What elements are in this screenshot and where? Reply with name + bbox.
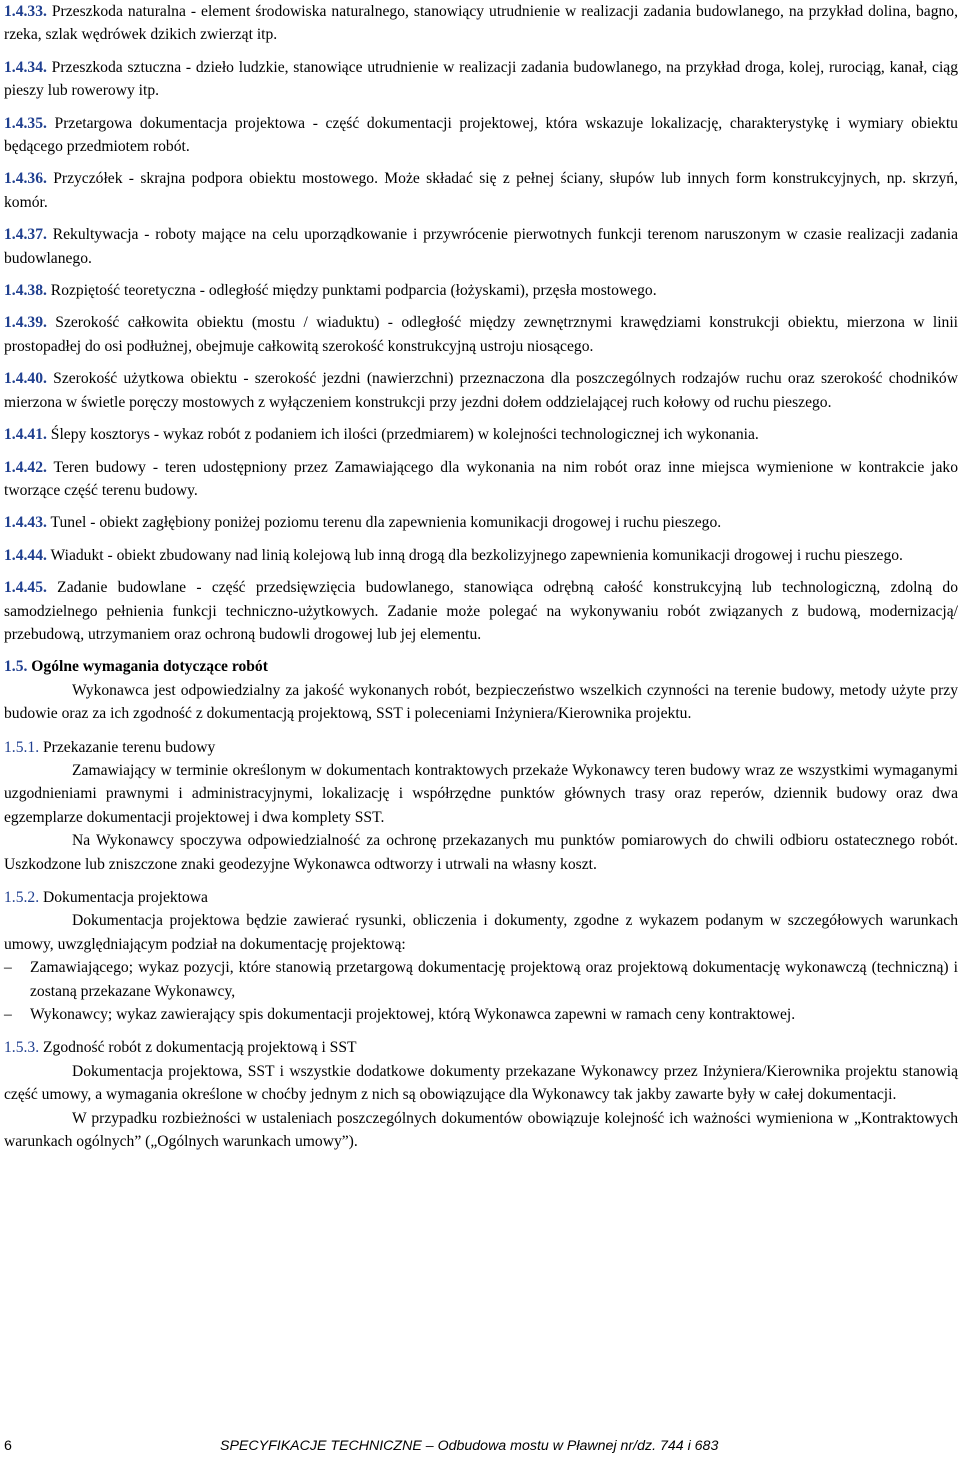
definition-1-4-42: 1.4.42. Teren budowy - teren udostępniony przez Zamawiającego dla wykonania na nim robót oraz inne miejsca wymienione w kontrakcie jako tworzące część terenu budowy. <box>4 458 958 499</box>
definition-1-4-38: 1.4.38. Rozpiętość teoretyczna - odległość między punktami podparcia (łożyskami), przęsła mostowego. <box>4 282 657 300</box>
section-1-5-2-bullet-1: – Zamawiającego; wykaz pozycji, które stanowią przetargową dokumentację projektową oraz projektową dokumentację wykonawczą (techniczną) i zostaną przekazane Wykonawcy, <box>4 956 958 1003</box>
definition-1-4-41: 1.4.41. Ślepy kosztorys - wykaz robót z podaniem ich ilości (przedmiarem) w kolejności technologicznej ich wykonania. <box>4 426 759 444</box>
definition-1-4-40: 1.4.40. Szerokość użytkowa obiektu - szerokość jezdni (nawierzchni) przeznaczona dla poszczególnych rodzajów ruchu oraz szerokość chodników mierzona w świetle poręczy mostowych z wyłączeniem konstrukcji przy jezdni dołem oddzielającej ruch kołowy od ruchu pieszego. <box>4 370 958 411</box>
definition-1-4-34: 1.4.34. Przeszkoda sztuczna - dzieło ludzkie, stanowiące utrudnienie w realizacji zadania budowlanego, na przykład droga, kolej, rurociąg, kanał, ciąg pieszy lub rowerowy itp. <box>4 58 958 100</box>
definition-1-4-45: 1.4.45. Zadanie budowlane - część przedsięwzięcia budowlanego, stanowiąca odrębną całość konstrukcyjną lub technologiczną, zdolną do samodzielnego pełnienia funkcji techniczno-użytkowych. Zadanie może polegać na wykonywaniu robót związanych z budową, modernizacją/ przebudową, utrzymaniem oraz ochroną budowli drogowej lub jej elementu. <box>4 579 958 643</box>
definition-1-4-43: 1.4.43. Tunel - obiekt zagłębiony poniżej poziomu terenu dla zapewnienia komunikacji drogowej i ruchu pieszego. <box>4 514 722 532</box>
definition-1-4-39: 1.4.39. Szerokość całkowita obiektu (mostu / wiaduktu) - odległość między zewnętrznymi krawędziami konstrukcji obiektu, mierzona w linii prostopadłej do osi podłużnej, obejmuje całkowitą szerokość konstrukcyjną ustroju niosącego. <box>4 314 958 355</box>
footer-title: SPECYFIKACJE TECHNICZNE – Odbudowa mostu w Pławnej nr/dz. 744 i 683 <box>220 1438 719 1454</box>
section-1-5-1-paragraph-1: Zamawiający w terminie określonym w dokumentach kontraktowych przekaże Wykonawcy teren budowy wraz ze wszystkimi wymaganymi uzgodnieniami prawnymi i administracyjnymi, lokalizację i współrzędne punktów głównych trasy oraz reperów, dziennik budowy oraz dwa egzemplarze dokumentacji projektowej i dwa komplety SST. <box>4 761 958 826</box>
section-heading-1-5-1: 1.5.1. Przekazanie terenu budowy <box>4 738 216 756</box>
section-1-5-3-paragraph-2: W przypadku rozbieżności w ustaleniach poszczególnych dokumentów obowiązuje kolejność ich ważności wymieniona w „Kontraktowych warunkach ogólnych” („Ogólnych warunkach umowy”). <box>4 1109 958 1151</box>
definition-1-4-44: 1.4.44. Wiadukt - obiekt zbudowany nad linią kolejową lub inną drogą dla bezkolizyjnego zapewnienia komunikacji drogowej i ruchu pieszego. <box>4 546 903 564</box>
document-body <box>4 0 958 1153</box>
dash-marker: – <box>4 1006 12 1024</box>
section-heading-1-5-3: 1.5.3. Zgodność robót z dokumentacją projektową i SST <box>4 1039 357 1057</box>
section-1-5-paragraph: Wykonawca jest odpowiedzialny za jakość wykonanych robót, bezpieczeństwo wszelkich czynności na terenie budowy, metody użyte przy budowie oraz za ich zgodność z dokumentacją projektową, SST i poleceniami Inżyniera/Kierownika projektu. <box>4 681 958 723</box>
definition-1-4-33: 1.4.33. Przeszkoda naturalna - element środowiska naturalnego, stanowiący utrudnienie w realizacji zadania budowlanego, na przykład dolina, bagno, rzeka, szlak wędrówek dzikich zwierząt itp. <box>4 3 958 44</box>
definition-1-4-36: 1.4.36. Przyczółek - skrajna podpora obiektu mostowego. Może składać się z pełnej ściany, słupów lub innych form konstrukcyjnych, np. skrzyń, komór. <box>4 170 958 211</box>
section-1-5-2-bullet-2: – Wykonawcy; wykaz zawierający spis dokumentacji projektowej, którą Wykonawca zapewni w ramach ceny kontraktowej. <box>4 1003 958 1026</box>
section-1-5-3-paragraph-1: Dokumentacja projektowa, SST i wszystkie dodatkowe dokumenty przekazane Wykonawcy przez Inżyniera/Kierownika projektu stanowią część umowy, a wymagania określone w choćby jednym z nich są obowiązujące dla Wykonawcy tak jakby zawarte były w całej dokumentacji. <box>4 1062 958 1104</box>
definition-1-4-35: 1.4.35. Przetargowa dokumentacja projektowa - część dokumentacji projektowej, która wskazuje lokalizację, charakterystykę i wymiary obiektu będącego przedmiotem robót. <box>4 114 958 156</box>
section-1-5-1-paragraph-2: Na Wykonawcy spoczywa odpowiedzialność za ochronę przekazanych mu punktów pomiarowych do chwili odbioru ostatecznego robót. Uszkodzone lub zniszczone znaki geodezyjne Wykonawca odtworzy i utrwali na własny koszt. <box>4 832 958 873</box>
page-footer <box>4 1436 958 1458</box>
section-heading-1-5-2: 1.5.2. Dokumentacja projektowa <box>4 889 208 906</box>
section-1-5-2-paragraph: Dokumentacja projektowa będzie zawierać rysunki, obliczenia i dokumenty, zgodne z wykazem podanym w szczegółowych warunkach umowy, uwzględniającym podział na dokumentację projektową: <box>4 912 958 953</box>
definition-1-4-37: 1.4.37. Rekultywacja - roboty mające na celu uporządkowanie i przywrócenie pierwotnych funkcji terenom naruszonym w czasie realizacji zadania budowlanego. <box>4 226 958 267</box>
page-number: 6 <box>4 1438 12 1454</box>
section-heading-1-5: 1.5. Ogólne wymagania dotyczące robót <box>4 658 268 676</box>
dash-marker: – <box>4 959 12 977</box>
